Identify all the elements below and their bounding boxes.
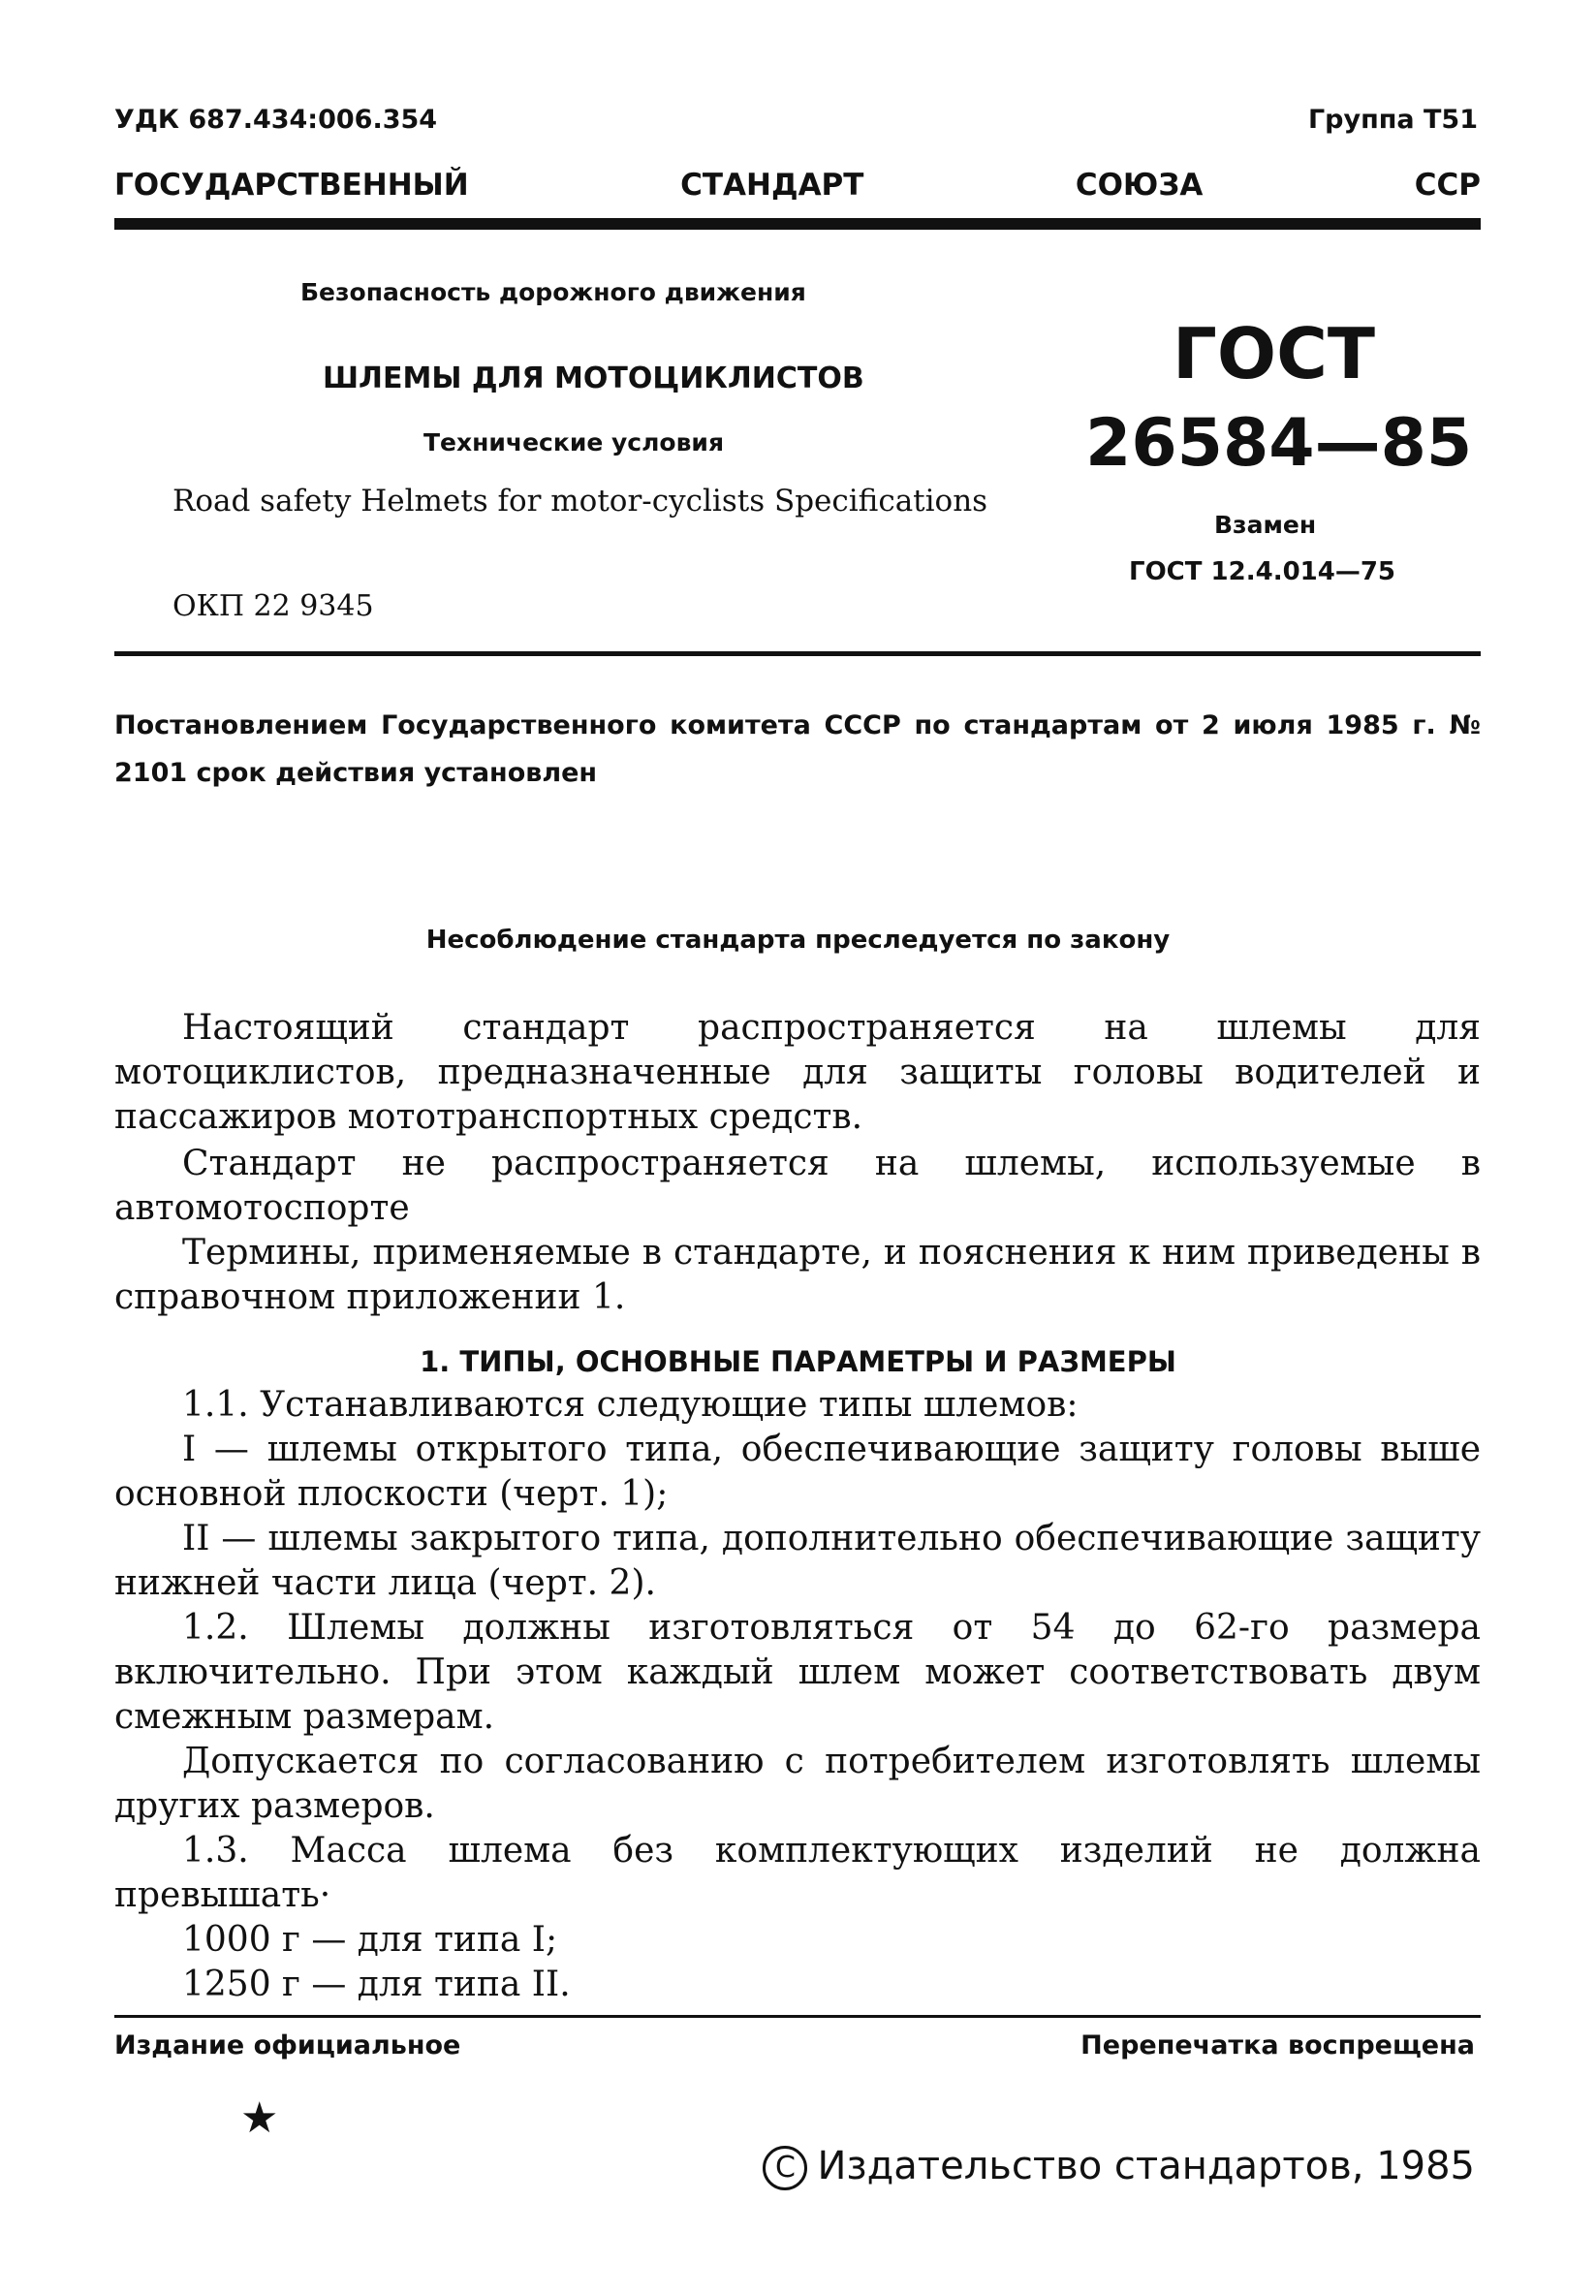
clause-1-3: 1.3. Масса шлема без комплектующих изделий не должна превышать· xyxy=(114,1831,1481,1915)
legal-notice: Несоблюдение стандарта преследуется по закону xyxy=(425,926,1171,955)
type-1-description: I — шлемы открытого типа, обеспечивающие защиту головы выше основной плоскости (черт. 1); xyxy=(114,1430,1481,1514)
intro-paragraph: Термины, применяемые в стандарте, и пояснения к ним приведены в справочном приложении 1. xyxy=(114,1233,1481,1317)
mass-type-2: 1250 г — для типа II. xyxy=(182,1965,571,2004)
copyright-icon: C xyxy=(763,2146,807,2190)
standard-title: ШЛЕМЫ ДЛЯ МОТОЦИКЛИСТОВ xyxy=(323,362,864,395)
replaced-standard: ГОСТ 12.4.014—75 xyxy=(1129,557,1396,586)
gost-number: 26584—85 xyxy=(1085,405,1473,482)
banner-word: СТАНДАРТ xyxy=(680,168,864,203)
mass-type-1: 1000 г — для типа I; xyxy=(182,1920,558,1960)
star-icon: ★ xyxy=(240,2093,279,2143)
edition-label: Издание официальное xyxy=(114,2030,461,2060)
instead-label: Взамен xyxy=(1214,511,1317,539)
reprint-notice: Перепечатка воспрещена xyxy=(1080,2030,1475,2060)
type-2-description: II — шлемы закрытого типа, дополнительно обеспечивающие защиту нижней части лица (черт. 2). xyxy=(114,1519,1481,1603)
decree-text: Постановлением Государственного комитета СССР по стандартам от 2 июля 1985 г. № 2101 срок действия установлен xyxy=(114,710,1481,788)
footer-divider xyxy=(114,2015,1481,2018)
standard-subtitle: Технические условия xyxy=(423,428,724,456)
copyright-text: Издательство стандартов, 1985 xyxy=(817,2144,1475,2188)
banner-word: ССР xyxy=(1414,168,1481,203)
banner-word: СОЮЗА xyxy=(1075,168,1204,203)
state-standard-banner xyxy=(114,168,1481,203)
standard-category: Безопасность дорожного движения xyxy=(300,278,806,306)
clause-1-2-note: Допускается по согласованию с потребителем изготовлять шлемы других размеров. xyxy=(114,1742,1481,1826)
header-divider xyxy=(114,218,1481,230)
section-heading: 1. ТИПЫ, ОСНОВНЫЕ ПАРАМЕТРЫ И РАЗМЕРЫ xyxy=(420,1345,1176,1378)
okp-code: ОКП 22 9345 xyxy=(172,589,374,623)
intro-paragraph: Настоящий стандарт распространяется на шлемы для мотоциклистов, предназначенные для защиты головы водителей и пассажиров мототранспортных средств. xyxy=(114,1008,1481,1137)
gost-label: ГОСТ xyxy=(1173,313,1376,394)
intro-paragraph: Стандарт не распространяется на шлемы, используемые в автомотоспорте xyxy=(114,1144,1481,1228)
clause-1-2: 1.2. Шлемы должны изготовляться от 54 до 62-го размера включительно. При этом каждый шлем может соответствовать двум смежным размерам. xyxy=(114,1608,1481,1737)
copyright-line xyxy=(763,2144,1475,2190)
banner-word: ГОСУДАРСТВЕННЫЙ xyxy=(114,168,469,203)
udk-code: УДК 687.434:006.354 xyxy=(114,105,438,135)
english-title: Road safety Helmets for motor-cyclists Specifications xyxy=(172,484,988,519)
clause-1-1: 1.1. Устанавливаются следующие типы шлемов: xyxy=(182,1385,1079,1425)
group-code: Группа Т51 xyxy=(1307,105,1478,135)
title-divider xyxy=(114,651,1481,656)
